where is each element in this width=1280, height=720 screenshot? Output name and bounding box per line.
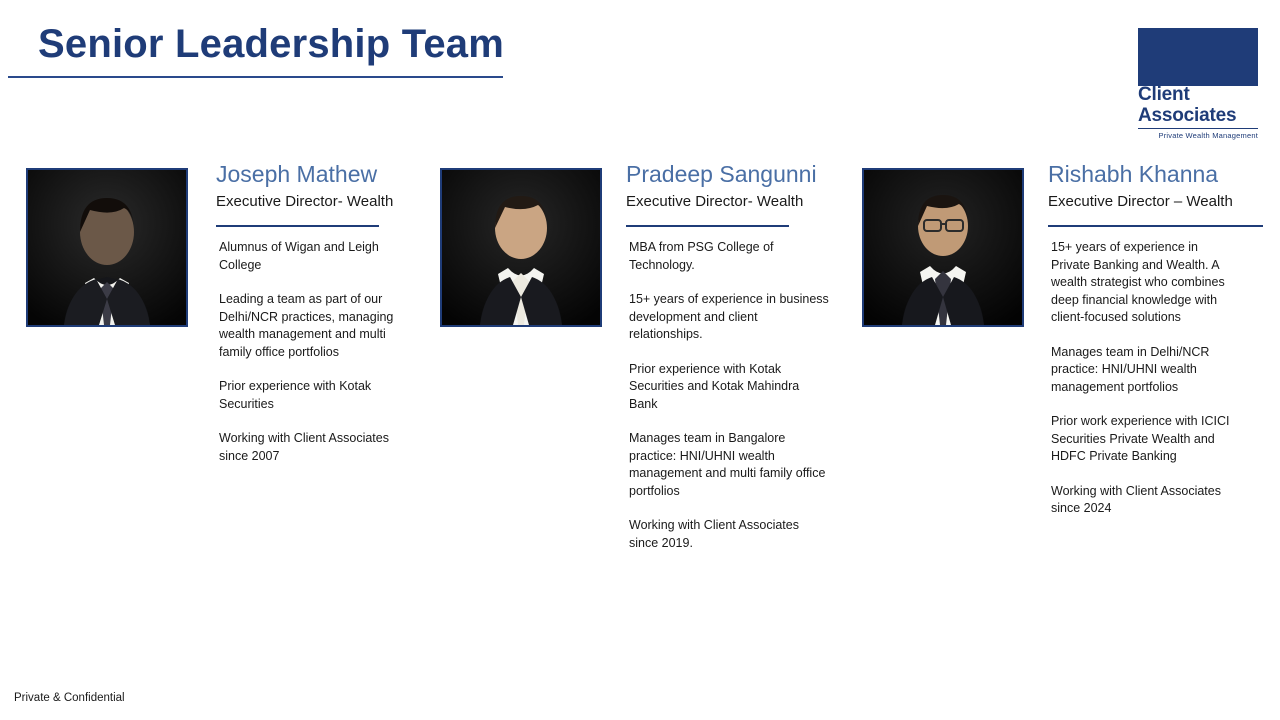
profile-role: Executive Director – Wealth (1048, 193, 1233, 210)
logo-line-2: Associates (1138, 105, 1237, 126)
profile-bullet: Alumnus of Wigan and Leigh College (219, 240, 379, 272)
profile-info (626, 160, 876, 569)
avatar (862, 168, 1024, 327)
profile-bullet: Manages team in Delhi/NCR practice: HNI/UHNI wealth management portfolios (1051, 344, 1210, 394)
profile-name: Pradeep Sangunni (626, 161, 817, 187)
profile-bullet: Working with Client Associates since 2007 (219, 431, 389, 463)
profile-name: Joseph Mathew (216, 161, 378, 187)
profile-info (1048, 160, 1278, 535)
profile-bullet: Prior work experience with ICICI Securities Private Wealth and HDFC Private Banking (1051, 414, 1230, 463)
profile-role: Executive Director- Wealth (216, 193, 394, 210)
profile-divider (216, 225, 379, 227)
profile-bullet: 15+ years of experience in Private Banking and Wealth. A wealth strategist who combines deep financial knowledge with client-focused solutions (1051, 240, 1225, 324)
portrait-icon (28, 170, 186, 325)
company-logo (1138, 28, 1258, 138)
logo-line-1: Client (1138, 84, 1190, 105)
profile-bullet: Working with Client Associates since 2024 (1051, 483, 1221, 515)
profile-bullet: 15+ years of experience in business development and client relationships. (629, 292, 829, 341)
profile-bullets (626, 239, 829, 552)
profile-divider (626, 225, 789, 227)
profile-bullet: Manages team in Bangalore practice: HNI/UHNI wealth management and multi family office portfolios (629, 431, 826, 498)
avatar (440, 168, 602, 327)
profile-bullet: MBA from PSG College of Technology. (629, 240, 774, 272)
portrait-icon (864, 170, 1022, 325)
logo-navy-block (1138, 28, 1258, 86)
profile-bullet: Prior experience with Kotak Securities (219, 379, 372, 411)
profile-info (216, 160, 456, 482)
avatar (26, 168, 188, 327)
portrait-icon (442, 170, 600, 325)
profile-divider (1048, 225, 1263, 227)
profile-bullet: Working with Client Associates since 2019. (629, 518, 799, 550)
logo-tagline: Private Wealth Management (1138, 128, 1258, 140)
title-underline-divider (8, 76, 503, 78)
page-title: Senior Leadership Team (38, 22, 505, 66)
profile-bullets (1048, 239, 1236, 518)
profile-name: Rishabh Khanna (1048, 161, 1219, 187)
confidentiality-notice: Private & Confidential (14, 692, 125, 704)
profile-bullet: Leading a team as part of our Delhi/NCR practices, managing wealth management and multi family office portfolios (219, 292, 394, 359)
logo-wordmark (1138, 84, 1258, 140)
profile-bullet: Prior experience with Kotak Securities and Kotak Mahindra Bank (629, 361, 800, 411)
profile-role: Executive Director- Wealth (626, 193, 804, 210)
profile-bullets (216, 239, 397, 465)
